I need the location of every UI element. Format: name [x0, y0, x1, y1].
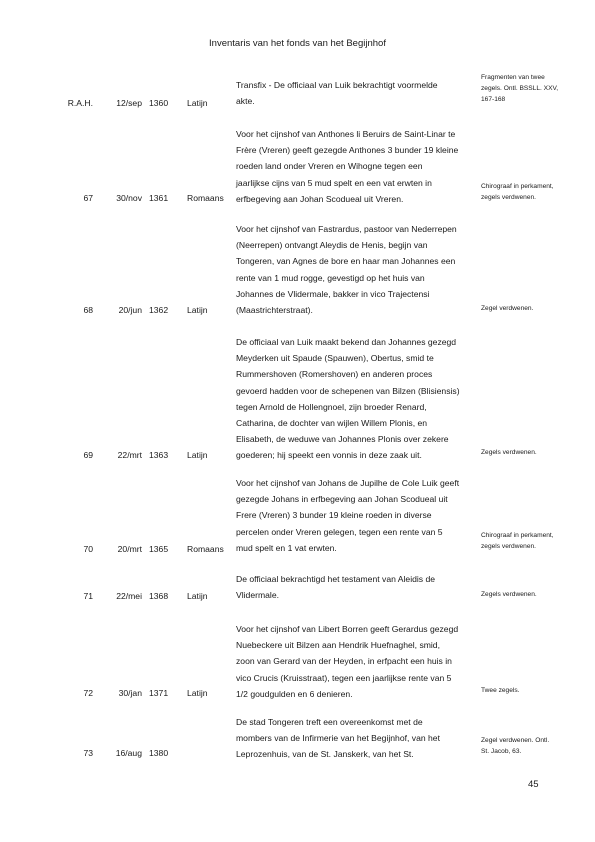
description-line: Transfix - De officiaal van Luik bekrachtigt voormelde — [236, 80, 438, 90]
description-line: jaarlijkse cijns van 5 mud spelt en een vat erwten in — [236, 177, 432, 188]
description-line: Voor het cijnshof van Libert Borren geeft Gerardus gezegd — [236, 624, 459, 634]
entry-date: 30/jan — [118, 688, 142, 698]
description-line: 1/2 goudgulden en 6 denieren. — [236, 688, 353, 699]
description-line: (Neerrepen) ontvangt Aleydis de Henis, begijn van — [236, 240, 428, 251]
description-line: akte. — [236, 96, 255, 107]
description-line: Leprozenhuis, van de St. Janskerk, van het St. — [236, 749, 414, 760]
description-line: Voor het cijnshof van Fastrardus, pastoor van Nederrepen — [236, 224, 457, 234]
entry-date: 12/sep — [116, 98, 142, 108]
note-line: Zegel verdwenen. — [481, 305, 534, 312]
inventory-number: 69 — [83, 450, 93, 460]
description-line: Johannes de Vlidermale, bakker in vico Trajectensi — [236, 288, 430, 299]
note-line: Twee zegels. — [481, 687, 520, 694]
entry-description — [236, 571, 476, 603]
note-line: St. Jacob, 63. — [481, 748, 522, 755]
entry-note — [481, 589, 581, 600]
description-line: percelen onder Vreren gelegen, tegen een rente van 5 — [236, 526, 443, 537]
entry-note — [481, 72, 581, 105]
entry-date: 22/mrt — [117, 450, 142, 460]
description-line: Meyderken uit Spaude (Spauwen), Obertus, smid te — [236, 353, 434, 364]
description-line: (Maastrichterstraat). — [236, 305, 313, 316]
entry-date: 30/nov — [116, 193, 142, 203]
description-line: De officiaal van Luik maakt bekend dan Johannes gezegd — [236, 337, 457, 347]
inventory-number: 68 — [83, 305, 93, 315]
description-line: roeden land onder Vreren en Wihogne tegen een — [236, 161, 423, 172]
entry-description — [236, 621, 476, 702]
inventory-number: 72 — [83, 688, 93, 698]
description-line: Nuebeckere uit Bilzen aan Hendrik Huefnaghel, smid, — [236, 640, 440, 651]
description-line: zoon van Gerard van der Heyden, in erfpacht een huis in — [236, 656, 452, 667]
description-line: Tongeren, van Agnes de bore en haar man Johannes een — [236, 256, 456, 267]
description-line: vico Crucis (Kruisstraat), tegen een jaarlijkse rente van 5 — [236, 672, 452, 683]
description-line: Elisabeth, de weduwe van Johannes Plonis over zekere — [236, 434, 449, 445]
description-line: gezegde Johans in erfbegeving aan Johan Scodueal uit — [236, 494, 448, 505]
description-line: goederen; hij speekt een vonnis in deze zaak uit. — [236, 450, 422, 461]
note-line: zegels verdwenen. — [481, 543, 536, 550]
entry-note — [481, 530, 581, 552]
page-header: Inventaris van het fonds van het Begijnhof — [209, 38, 386, 49]
inventory-number: 67 — [83, 193, 93, 203]
description-line: De stad Tongeren treft een overeenkomst met de — [236, 717, 423, 727]
inventory-number: R.A.H. — [67, 98, 93, 108]
description-line: Voor het cijnshof van Johans de Jupilhe de Cole Luik geeft — [236, 478, 460, 488]
description-line: erfbegeving aan Johan Scodueal uit Vreren. — [236, 193, 404, 204]
entry-note — [481, 181, 581, 203]
entry-note — [481, 447, 581, 458]
entry-year: 1361 — [149, 193, 169, 203]
note-line: Fragmenten van twee — [481, 74, 545, 81]
entry-description — [236, 77, 476, 109]
note-line: Zegels verdwenen. — [481, 591, 537, 598]
page-number: 45 — [528, 779, 539, 790]
entry-language: Latijn — [187, 591, 208, 601]
entry-description — [236, 475, 476, 556]
description-line: Vlidermale. — [236, 590, 279, 601]
description-line: De officiaal bekrachtigd het testament van Aleidis de — [236, 574, 436, 584]
inventory-number: 70 — [83, 544, 93, 554]
entry-language: Latijn — [187, 450, 208, 460]
entry-language: Romaans — [187, 193, 224, 203]
description-line: Catharina, de dochter van wijlen Willem Plonis, en — [236, 418, 428, 429]
entry-year: 1365 — [149, 544, 169, 554]
entry-year: 1362 — [149, 305, 169, 315]
description-line: Rummershoven (Romershoven) en anderen proces — [236, 369, 433, 380]
entry-note — [481, 735, 581, 757]
entry-description — [236, 334, 476, 464]
entry-language: Latijn — [187, 305, 208, 315]
entry-year: 1380 — [149, 748, 169, 758]
entry-date: 20/jun — [118, 305, 142, 315]
entry-language: Romaans — [187, 544, 224, 554]
entry-description — [236, 126, 476, 207]
note-line: Chirograaf in perkament, — [481, 532, 554, 539]
inventory-number: 73 — [83, 748, 93, 758]
note-line: Zegels verdwenen. — [481, 449, 537, 456]
description-line: Frere (Vreren) 3 bunder 19 kleine roeden in diverse — [236, 510, 432, 521]
entry-language: Latijn — [187, 688, 208, 698]
entry-description — [236, 221, 476, 318]
entry-language: Latijn — [187, 98, 208, 108]
note-line: zegels. Ontl. BSSLL. XXV, — [481, 85, 559, 92]
inventory-number: 71 — [83, 591, 93, 601]
entry-year: 1371 — [149, 688, 169, 698]
entry-note — [481, 303, 581, 314]
description-line: mombers van de Infirmerie van het Begijnhof, van het — [236, 733, 440, 744]
description-line: Voor het cijnshof van Anthones li Beruirs de Saint-Linar te — [236, 129, 456, 139]
description-line: tegen Arnold de Hollengnoel, zijn broeder Renard, — [236, 401, 427, 412]
entry-description — [236, 714, 476, 763]
entry-year: 1368 — [149, 591, 169, 601]
description-line: rente van 1 mud rogge, gevestigd op het huis van — [236, 272, 425, 283]
entry-year: 1360 — [149, 98, 169, 108]
description-line: gevoerd hadden voor de schepenen van Bilzen (Blisiensis) — [236, 385, 460, 396]
note-line: zegels verdwenen. — [481, 194, 536, 201]
entry-year: 1363 — [149, 450, 169, 460]
note-line: Zegel verdwenen. Ontl. — [481, 737, 550, 744]
entry-note — [481, 685, 581, 696]
description-line: Frère (Vreren) geeft gezegde Anthones 3 bunder 19 kleine — [236, 145, 459, 156]
entry-date: 20/mrt — [117, 544, 142, 554]
entry-date: 16/aug — [115, 748, 142, 758]
entry-date: 22/mei — [116, 591, 142, 601]
note-line: Chirograaf in perkament, — [481, 183, 554, 190]
note-line: 167-168 — [481, 96, 506, 103]
description-line: mud spelt en 1 vat erwten. — [236, 542, 337, 553]
